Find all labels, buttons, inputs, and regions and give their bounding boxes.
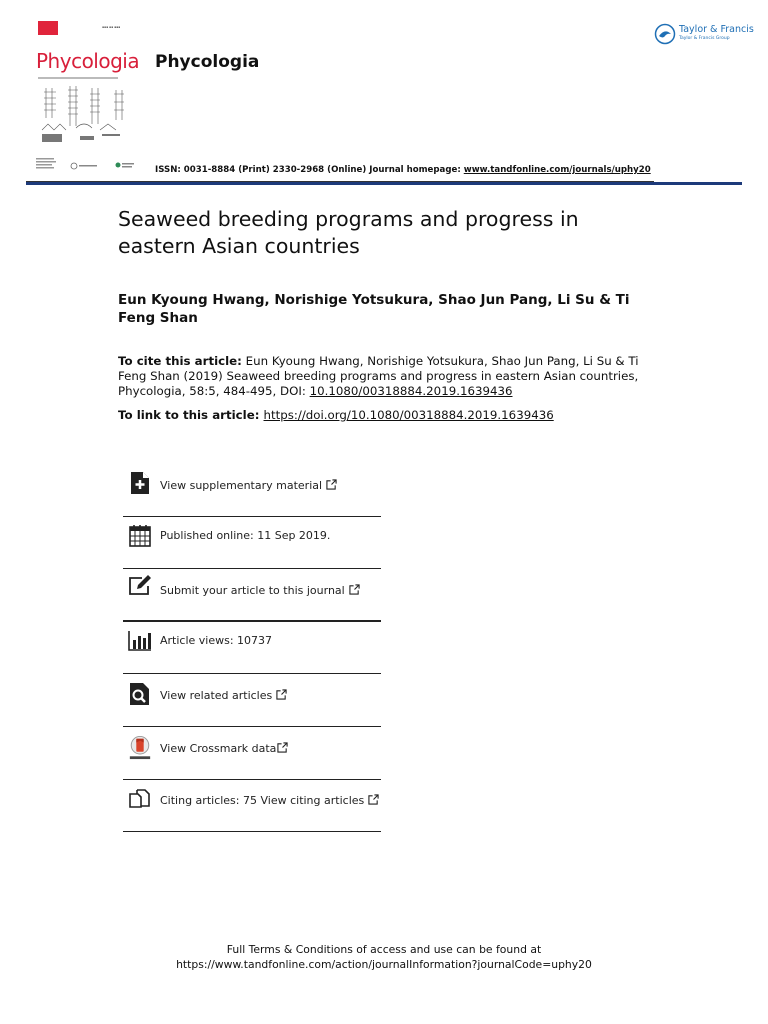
citing-articles-item[interactable]: [124, 779, 380, 831]
publisher-name[interactable]: Taylor & Francis: [679, 24, 754, 35]
article-doi-link[interactable]: https://doi.org/10.1080/00318884.2019.1639436: [263, 408, 554, 422]
article-views-item: [124, 620, 380, 672]
cover-footer-logos: [36, 158, 136, 172]
item-divider: [123, 831, 381, 832]
supplementary-material-item[interactable]: [124, 462, 380, 514]
terms-line: Full Terms & Conditions of access and use can be found at: [226, 943, 542, 956]
article-link-block: [118, 408, 653, 423]
search-document-icon: [128, 682, 152, 706]
terms-url[interactable]: https://www.tandfonline.com/action/journalInformation?journalCode=uphy20: [176, 958, 592, 971]
cite-doi-link[interactable]: 10.1080/00318884.2019.1639436: [309, 384, 513, 399]
published-online-label: Published online: 11 Sep 2019.: [160, 529, 331, 542]
bar-chart-icon: [128, 628, 152, 652]
external-link-icon: [277, 742, 288, 753]
article-title: Seaweed breeding programs and progress in eastern Asian countries: [118, 207, 579, 258]
cite-text: Eun Kyoung Hwang, Norishige Yotsukura, Shao Jun Pang, Li Su & Ti Feng Shan (2019) Seaweed breeding programs and progress in eastern Asian countries, Phycologia, 58:5, 484-495, DOI:: [118, 354, 639, 399]
related-articles-item[interactable]: [124, 674, 380, 726]
supplementary-label: [160, 479, 337, 492]
submit-article-item[interactable]: [124, 568, 380, 620]
taylor-francis-logo-icon: [654, 22, 676, 46]
related-articles-label: [160, 689, 287, 702]
external-link-icon: [326, 479, 337, 490]
header-rule: [26, 182, 742, 185]
calendar-icon: [128, 524, 152, 548]
citing-articles-label: [160, 794, 379, 807]
journal-name: Phycologia: [155, 52, 260, 72]
submit-article-label-text: Submit your article to this journal: [160, 584, 345, 597]
external-link-icon: [368, 794, 379, 805]
citing-articles-icon: [128, 788, 152, 812]
crossmark-label: [160, 742, 288, 755]
article-authors: Eun Kyoung Hwang, Norishige Yotsukura, Shao Jun Pang, Li Su & Ti Feng Shan: [118, 292, 630, 326]
citation-block: [118, 354, 653, 400]
cover-logo-block: [38, 21, 58, 35]
publisher-group: Taylor & Francis Group: [679, 36, 730, 41]
external-link-icon: [349, 584, 360, 595]
issn-line: [155, 165, 651, 175]
related-articles-label-text: View related articles: [160, 689, 273, 702]
supplementary-label-text: View supplementary material: [160, 479, 323, 492]
article-views-label: Article views: 10737: [160, 634, 273, 647]
journal-homepage-link[interactable]: www.tandfonline.com/journals/uphy20: [463, 165, 651, 175]
cover-subtitle-bar: [38, 77, 118, 79]
cover-title: Phycologia: [36, 49, 140, 73]
terms-footer: [0, 942, 768, 972]
supplementary-file-icon: [128, 471, 152, 495]
edit-icon: [128, 574, 152, 598]
journal-cover: [36, 18, 140, 170]
submit-article-label: [160, 584, 360, 597]
crossmark-item[interactable]: [124, 726, 380, 778]
cover-issue-text: ▪▪▪ ▪▪ ▪▪▪: [102, 25, 121, 29]
crossmark-icon: [128, 736, 152, 760]
issn-text: ISSN: 0031-8884 (Print) 2330-2968 (Online) Journal homepage:: [155, 165, 464, 175]
published-online-item: [124, 514, 380, 566]
cite-label: To cite this article:: [118, 354, 242, 368]
crossmark-label-text: View Crossmark data: [160, 742, 277, 755]
cover-illustration: [40, 84, 132, 146]
external-link-icon: [276, 689, 287, 700]
link-label: To link to this article:: [118, 408, 264, 422]
citing-articles-label-text: Citing articles: 75 View citing articles: [160, 794, 365, 807]
